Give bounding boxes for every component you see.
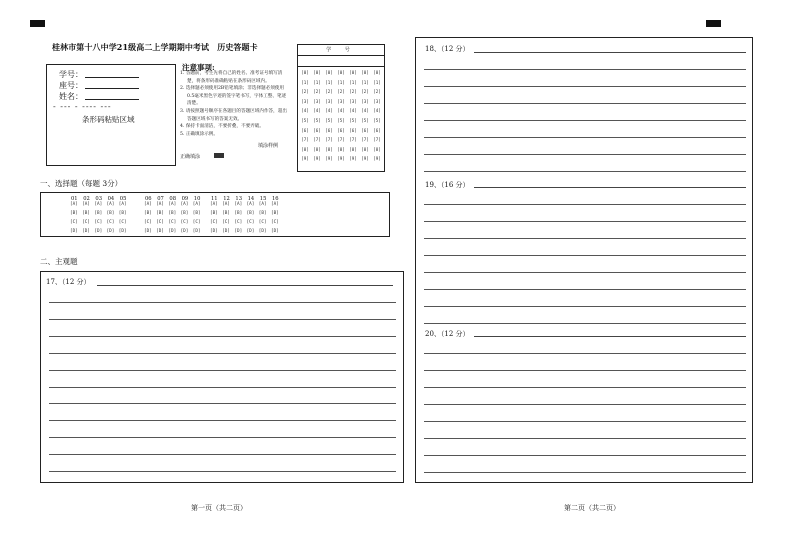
- option-bubble[interactable]: [B]: [246, 211, 255, 216]
- answer-line[interactable]: [424, 272, 746, 273]
- student-no-row: [59, 69, 139, 80]
- id-bubble[interactable]: [0]: [373, 70, 381, 75]
- id-bubble[interactable]: [0]: [337, 70, 345, 75]
- seat-no-row: [59, 80, 139, 91]
- answer-line[interactable]: [424, 404, 746, 405]
- option-bubble[interactable]: [B]: [258, 211, 267, 216]
- section-heading-choice: 一、选择题（每题 3分）: [40, 179, 123, 188]
- seat-no-label: 座号：: [59, 81, 83, 90]
- option-bubble[interactable]: [D]: [246, 229, 255, 234]
- question-number: 06: [145, 196, 152, 202]
- positioning-mark-left: [30, 20, 45, 27]
- option-bubble[interactable]: [C]: [258, 220, 267, 225]
- option-bubble[interactable]: [B]: [180, 211, 189, 216]
- option-bubble[interactable]: [A]: [258, 202, 267, 207]
- multiple-choice-box: [40, 192, 390, 237]
- question-number: 08: [169, 196, 176, 202]
- student-id-grid: [297, 44, 385, 172]
- barcode-area-label: 条形码粘贴区域: [82, 115, 135, 124]
- id-bubble[interactable]: [9]: [373, 156, 381, 162]
- option-bubble[interactable]: [C]: [94, 220, 103, 225]
- student-info-box: [46, 64, 176, 166]
- question-number: 15: [259, 196, 267, 202]
- id-bubble[interactable]: [2]: [373, 89, 381, 95]
- answer-line[interactable]: [49, 403, 396, 404]
- id-bubble[interactable]: [4]: [301, 108, 309, 114]
- question-number: 12: [223, 196, 230, 202]
- id-bubble[interactable]: [3]: [301, 98, 309, 104]
- id-bubble[interactable]: [4]: [361, 108, 369, 114]
- id-bubble[interactable]: [1]: [373, 79, 381, 85]
- option-bubble[interactable]: [B]: [222, 211, 230, 216]
- answer-line[interactable]: [49, 454, 396, 455]
- option-bubble[interactable]: [C]: [168, 220, 177, 225]
- fill-correct-row: [180, 153, 224, 160]
- id-bubble[interactable]: [2]: [325, 89, 333, 95]
- id-bubble[interactable]: [5]: [373, 117, 381, 123]
- option-bubble[interactable]: [B]: [271, 211, 279, 216]
- name-field[interactable]: [85, 99, 139, 100]
- option-bubble[interactable]: [A]: [246, 202, 255, 207]
- option-bubble[interactable]: [B]: [144, 211, 152, 216]
- question-number: 16: [272, 196, 279, 202]
- id-bubble[interactable]: [1]: [301, 79, 309, 85]
- student-no-field[interactable]: [85, 77, 139, 78]
- id-grid-header: 学 号: [298, 45, 384, 56]
- id-bubble[interactable]: [2]: [313, 89, 321, 95]
- option-bubble[interactable]: [C]: [156, 220, 164, 225]
- id-bubble[interactable]: [3]: [373, 98, 381, 104]
- answer-line[interactable]: [49, 319, 396, 320]
- answer-line[interactable]: [424, 103, 746, 104]
- option-bubble[interactable]: [A]: [70, 202, 78, 207]
- id-bubble[interactable]: [2]: [361, 89, 369, 95]
- id-write-row[interactable]: [298, 56, 384, 67]
- question-label-18: 18、（12 分）: [425, 45, 470, 53]
- question-number: 11: [211, 196, 218, 202]
- question-label-17: 17、（12 分）: [46, 278, 91, 286]
- name-row: [59, 91, 139, 102]
- id-bubble[interactable]: [5]: [349, 117, 357, 123]
- option-bubble[interactable]: [D]: [156, 229, 164, 234]
- id-bubble[interactable]: [3]: [337, 98, 345, 104]
- option-bubble[interactable]: [C]: [222, 220, 230, 225]
- option-bubble[interactable]: [C]: [210, 220, 218, 225]
- id-bubble[interactable]: [4]: [325, 108, 333, 114]
- option-bubble[interactable]: [C]: [180, 220, 189, 225]
- option-bubble[interactable]: [B]: [106, 211, 115, 216]
- notes-title: 注意事项:: [182, 63, 215, 72]
- option-bubble[interactable]: [B]: [70, 211, 78, 216]
- answer-line[interactable]: [49, 336, 396, 337]
- answer-line[interactable]: [424, 255, 746, 256]
- answer-line[interactable]: [49, 302, 396, 303]
- option-bubble[interactable]: [A]: [271, 202, 279, 207]
- option-bubble[interactable]: [B]: [156, 211, 164, 216]
- answer-line[interactable]: [49, 387, 396, 388]
- id-bubble[interactable]: [3]: [361, 98, 369, 104]
- question-number: 02: [83, 196, 90, 202]
- option-bubble[interactable]: [B]: [234, 211, 243, 216]
- option-bubble[interactable]: [C]: [106, 220, 115, 225]
- note-item: 5. 正确填涂示例。: [180, 131, 219, 137]
- answer-line[interactable]: [474, 336, 746, 337]
- answer-box-17: [40, 271, 404, 483]
- id-bubble[interactable]: [1]: [325, 79, 333, 85]
- id-bubble[interactable]: [3]: [313, 98, 321, 104]
- option-bubble[interactable]: [A]: [94, 202, 103, 207]
- id-bubble[interactable]: [0]: [349, 70, 357, 75]
- page-number-right: 第二页（共二页）: [564, 504, 620, 512]
- answer-line[interactable]: [424, 438, 746, 439]
- note-item: 3. 请按照题号顺序在各题目的答题区域内作答，超出答题区域书写的答案无效。: [180, 108, 287, 122]
- id-bubble[interactable]: [7]: [349, 137, 357, 143]
- option-bubble[interactable]: [D]: [180, 229, 189, 234]
- question-number: 07: [157, 196, 164, 202]
- option-bubble[interactable]: [C]: [246, 220, 255, 225]
- id-bubble[interactable]: [7]: [313, 137, 321, 143]
- dashed-separator: - --- - ---- ---: [53, 102, 112, 111]
- option-bubble[interactable]: [D]: [234, 229, 243, 234]
- option-bubble[interactable]: [D]: [94, 229, 103, 234]
- page-number-left: 第一页（共二页）: [191, 504, 247, 512]
- option-bubble[interactable]: [C]: [70, 220, 78, 225]
- id-bubble[interactable]: [9]: [361, 156, 369, 162]
- id-bubble[interactable]: [7]: [337, 137, 345, 143]
- option-bubble[interactable]: [C]: [144, 220, 152, 225]
- option-bubble[interactable]: [C]: [192, 220, 201, 225]
- answer-line[interactable]: [424, 353, 746, 354]
- option-bubble[interactable]: [D]: [70, 229, 78, 234]
- answer-line[interactable]: [424, 455, 746, 456]
- option-bubble[interactable]: [D]: [82, 229, 90, 234]
- answer-line[interactable]: [424, 370, 746, 371]
- option-bubble[interactable]: [A]: [192, 202, 201, 207]
- answer-box-right: [415, 37, 753, 483]
- option-bubble[interactable]: [D]: [106, 229, 115, 234]
- answer-line[interactable]: [424, 86, 746, 87]
- id-bubble[interactable]: [5]: [301, 117, 309, 123]
- note-item: 1. 答题前，考生先将自己的姓名、准考证号填写清楚，将条形码准确粘贴在条形码区域内。: [180, 71, 283, 84]
- option-bubble[interactable]: [A]: [82, 202, 90, 207]
- id-bubble[interactable]: [6]: [337, 127, 345, 133]
- id-bubble[interactable]: [8]: [325, 146, 333, 152]
- id-bubble[interactable]: [9]: [325, 156, 333, 162]
- section-heading-subjective: 二、主观题: [40, 257, 78, 266]
- id-bubble[interactable]: [7]: [361, 137, 369, 143]
- id-bubble[interactable]: [0]: [325, 70, 333, 75]
- answer-line[interactable]: [424, 120, 746, 121]
- answer-line[interactable]: [424, 238, 746, 239]
- option-bubble[interactable]: [C]: [118, 220, 127, 225]
- option-bubble[interactable]: [D]: [168, 229, 177, 234]
- id-bubble[interactable]: [6]: [349, 127, 357, 133]
- id-bubble[interactable]: [8]: [337, 146, 345, 152]
- answer-line[interactable]: [424, 421, 746, 422]
- id-bubble[interactable]: [1]: [313, 79, 321, 85]
- id-bubble[interactable]: [8]: [313, 146, 321, 152]
- id-bubble[interactable]: [7]: [301, 137, 309, 143]
- answer-line[interactable]: [49, 471, 396, 472]
- positioning-mark-right: [706, 20, 721, 27]
- question-number: 04: [107, 196, 115, 202]
- option-bubble[interactable]: [A]: [234, 202, 243, 207]
- id-bubble[interactable]: [4]: [337, 108, 345, 114]
- id-bubble[interactable]: [5]: [337, 117, 345, 123]
- answer-line[interactable]: [424, 171, 746, 172]
- id-bubble[interactable]: [8]: [301, 146, 309, 152]
- id-bubble[interactable]: [6]: [313, 127, 321, 133]
- id-bubble[interactable]: [1]: [349, 79, 357, 85]
- option-bubble[interactable]: [A]: [156, 202, 164, 207]
- id-bubble[interactable]: [1]: [337, 79, 345, 85]
- question-number: 09: [181, 196, 189, 202]
- student-no-label: 学号：: [59, 70, 83, 79]
- id-bubble[interactable]: [9]: [313, 156, 321, 162]
- id-bubble[interactable]: [4]: [313, 108, 321, 114]
- id-bubble[interactable]: [5]: [361, 117, 369, 123]
- answer-line[interactable]: [424, 306, 746, 307]
- id-bubble[interactable]: [7]: [325, 137, 333, 143]
- answer-line[interactable]: [424, 323, 746, 324]
- seat-no-field[interactable]: [85, 88, 139, 89]
- id-bubble[interactable]: [1]: [361, 79, 369, 85]
- option-bubble[interactable]: [A]: [168, 202, 177, 207]
- answer-line[interactable]: [97, 285, 393, 286]
- question-number: 01: [71, 196, 78, 202]
- id-bubble[interactable]: [8]: [361, 146, 369, 152]
- option-bubble[interactable]: [D]: [210, 229, 218, 234]
- id-bubble[interactable]: [9]: [337, 156, 345, 162]
- option-bubble[interactable]: [C]: [271, 220, 279, 225]
- option-bubble[interactable]: [A]: [144, 202, 152, 207]
- id-bubble[interactable]: [0]: [313, 70, 321, 75]
- answer-line[interactable]: [49, 437, 396, 438]
- answer-line[interactable]: [424, 387, 746, 388]
- note-item: 4. 保持卡面清洁，不要折叠，不要弄破。: [180, 124, 264, 130]
- id-bubble-grid: [298, 67, 384, 162]
- answer-line[interactable]: [424, 221, 746, 222]
- id-bubble[interactable]: [9]: [349, 156, 357, 162]
- id-bubble[interactable]: [0]: [361, 70, 369, 75]
- answer-line[interactable]: [474, 52, 746, 53]
- answer-line[interactable]: [49, 370, 396, 371]
- question-number: 14: [247, 196, 255, 202]
- id-bubble[interactable]: [7]: [373, 137, 381, 143]
- id-bubble[interactable]: [5]: [313, 117, 321, 123]
- fill-correct-label: 正确填涂: [180, 154, 201, 160]
- id-bubble[interactable]: [2]: [301, 89, 309, 95]
- filled-bubble-sample: [214, 153, 224, 158]
- note-item: 2. 选择题必须使用2B铅笔填涂；非选择题必须使用0.5毫米黑色字迹的签字笔书写，字体工整、笔迹清楚。: [180, 86, 287, 107]
- option-bubble[interactable]: [D]: [118, 229, 127, 234]
- answer-line[interactable]: [49, 420, 396, 421]
- option-bubble[interactable]: [B]: [192, 211, 201, 216]
- option-bubble[interactable]: [D]: [144, 229, 152, 234]
- option-bubble[interactable]: [D]: [222, 229, 230, 234]
- sheet-title: 桂林市第十八中学21级高二上学期期中考试 历史答题卡: [52, 42, 258, 52]
- id-bubble[interactable]: [2]: [349, 89, 357, 95]
- option-bubble[interactable]: [D]: [271, 229, 279, 234]
- id-bubble[interactable]: [2]: [337, 89, 345, 95]
- option-bubble[interactable]: [B]: [82, 211, 90, 216]
- option-bubble[interactable]: [B]: [168, 211, 177, 216]
- id-bubble[interactable]: [6]: [373, 127, 381, 133]
- answer-line[interactable]: [49, 353, 396, 354]
- option-bubble[interactable]: [C]: [82, 220, 90, 225]
- id-bubble[interactable]: [0]: [301, 70, 309, 75]
- answer-line[interactable]: [424, 154, 746, 155]
- id-bubble[interactable]: [6]: [325, 127, 333, 133]
- question-number: 05: [119, 196, 127, 202]
- notes-list: [180, 70, 290, 138]
- id-bubble[interactable]: [8]: [373, 146, 381, 152]
- option-bubble[interactable]: [A]: [106, 202, 115, 207]
- id-bubble[interactable]: [6]: [301, 127, 309, 133]
- id-bubble[interactable]: [9]: [301, 156, 309, 162]
- id-bubble[interactable]: [3]: [325, 98, 333, 104]
- id-bubble[interactable]: [4]: [349, 108, 357, 114]
- option-bubble[interactable]: [C]: [234, 220, 243, 225]
- option-bubble[interactable]: [B]: [118, 211, 127, 216]
- id-bubble[interactable]: [4]: [373, 108, 381, 114]
- answer-line[interactable]: [474, 187, 746, 188]
- answer-line[interactable]: [424, 137, 746, 138]
- question-number: 03: [95, 196, 102, 202]
- id-bubble[interactable]: [3]: [349, 98, 357, 104]
- option-bubble[interactable]: [B]: [94, 211, 103, 216]
- option-bubble[interactable]: [D]: [192, 229, 201, 234]
- question-label-19: 19、（16 分）: [425, 181, 470, 189]
- question-label-20: 20、（12 分）: [425, 330, 470, 338]
- option-bubble[interactable]: [A]: [222, 202, 230, 207]
- question-number: 13: [235, 196, 242, 202]
- option-bubble[interactable]: [D]: [258, 229, 267, 234]
- question-number: 10: [193, 196, 201, 202]
- name-label: 姓名：: [59, 92, 83, 101]
- answer-line[interactable]: [424, 69, 746, 70]
- option-bubble[interactable]: [A]: [210, 202, 218, 207]
- id-bubble[interactable]: [5]: [325, 117, 333, 123]
- answer-line[interactable]: [424, 472, 746, 473]
- option-bubble[interactable]: [A]: [118, 202, 127, 207]
- id-bubble[interactable]: [8]: [349, 146, 357, 152]
- answer-line[interactable]: [424, 204, 746, 205]
- answer-line[interactable]: [424, 289, 746, 290]
- option-bubble[interactable]: [A]: [180, 202, 189, 207]
- fill-sample-label: 填涂样例: [258, 143, 279, 149]
- option-bubble[interactable]: [B]: [210, 211, 218, 216]
- id-bubble[interactable]: [6]: [361, 127, 369, 133]
